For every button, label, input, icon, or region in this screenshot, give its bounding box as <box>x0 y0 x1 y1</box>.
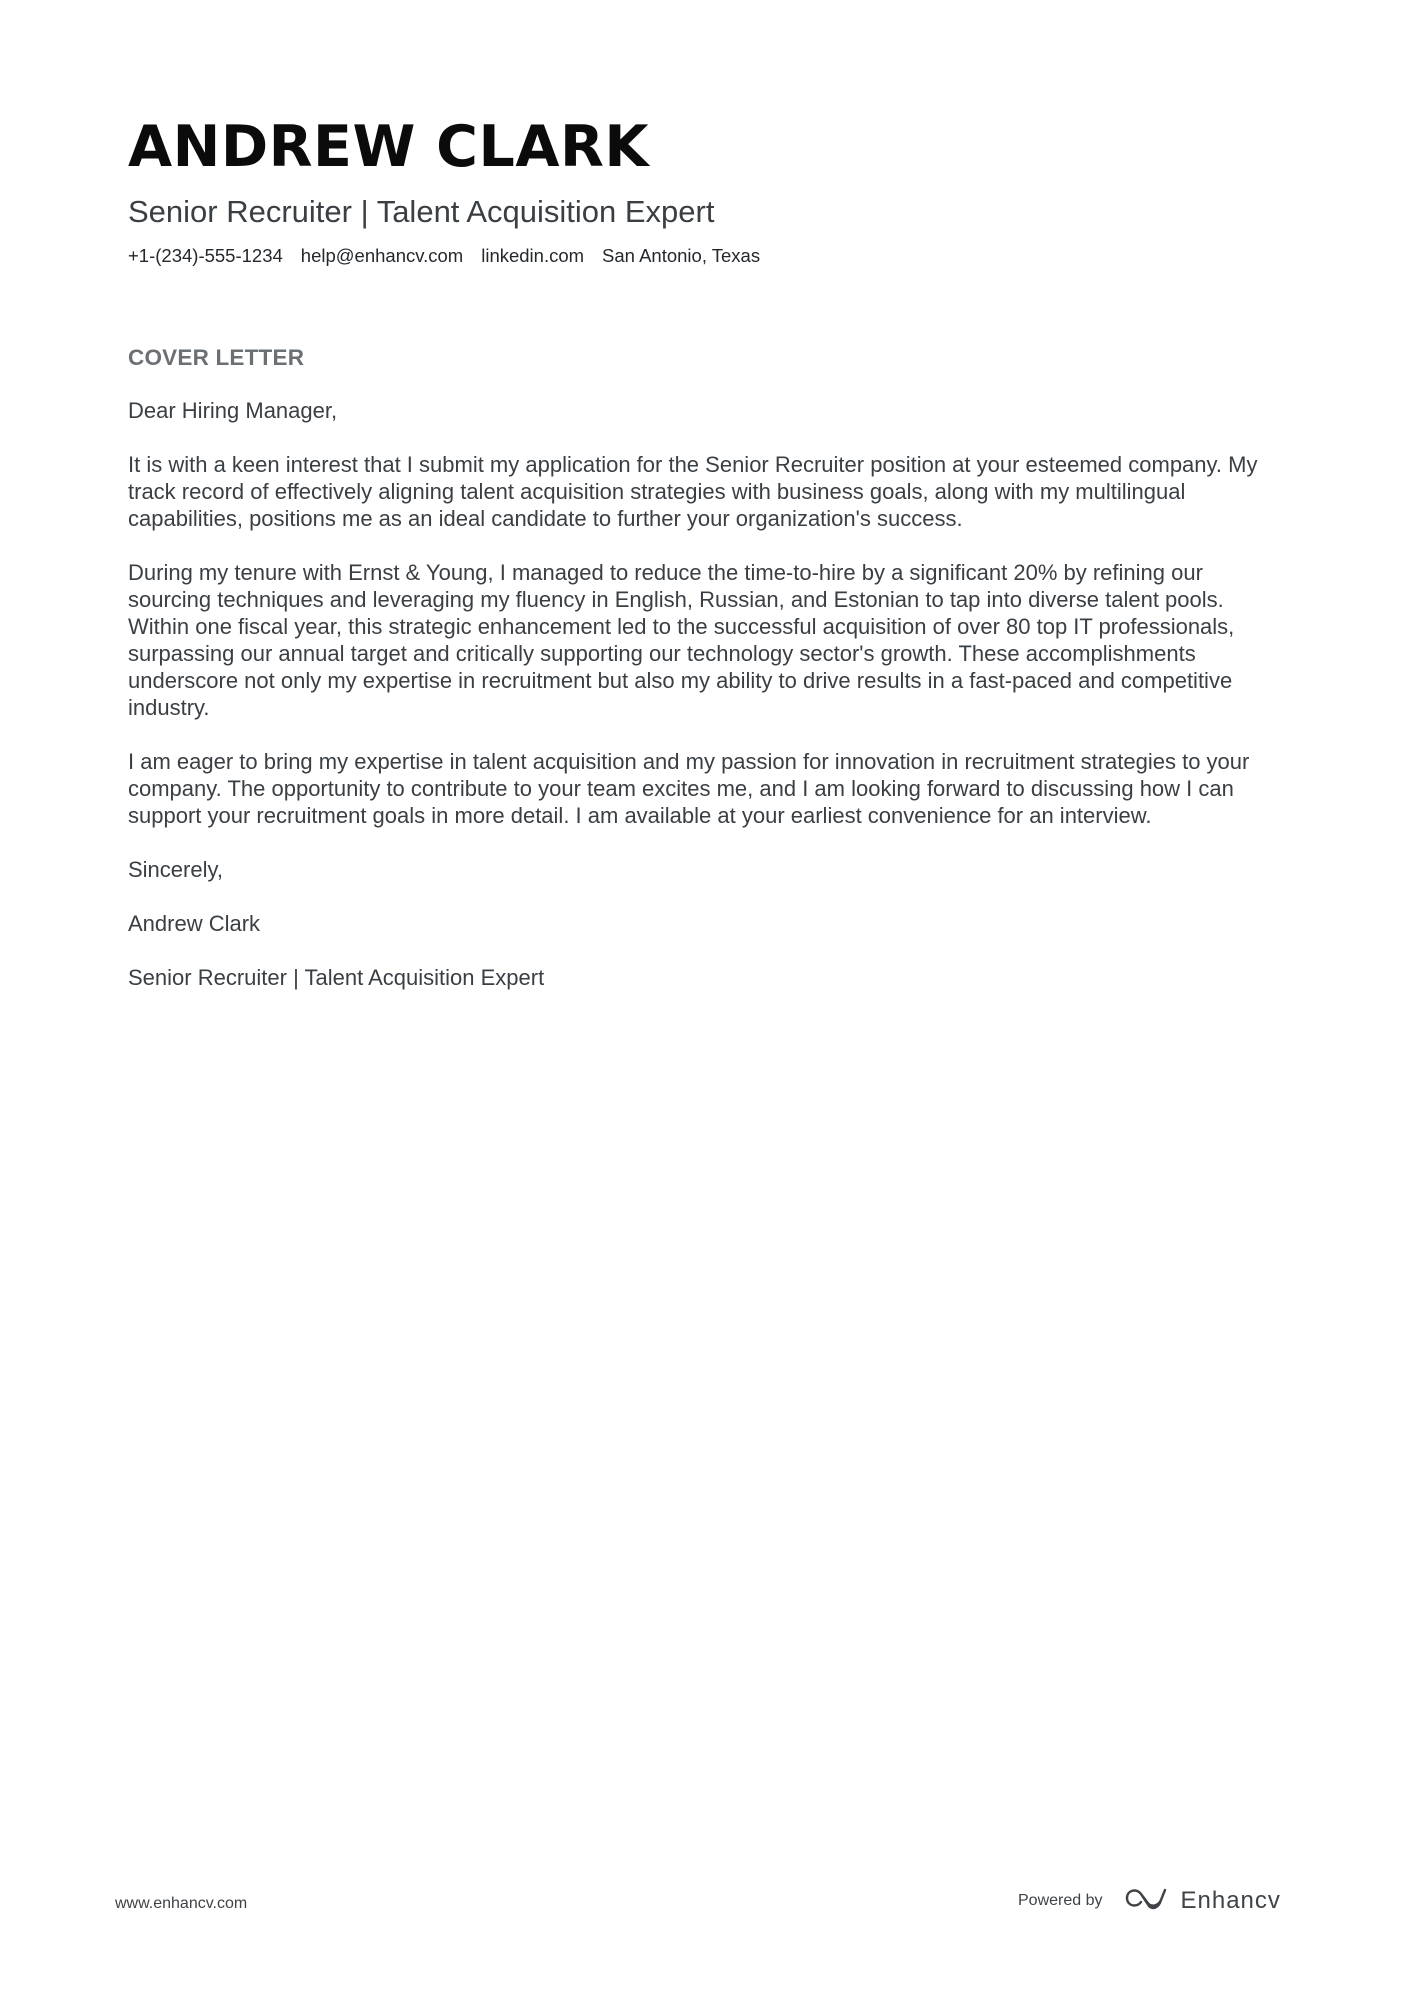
footer-website[interactable]: www.enhancv.com <box>115 1895 248 1912</box>
section-title: COVER LETTER <box>128 345 305 370</box>
footer-branding <box>1018 1886 1281 1915</box>
candidate-name: ANDREW CLARK <box>128 114 650 180</box>
contact-info <box>128 244 1288 268</box>
signature-name: Andrew Clark <box>128 911 261 936</box>
contact-linkedin[interactable]: linkedin.com <box>481 245 585 266</box>
enhancv-logo-icon <box>1125 1886 1171 1915</box>
contact-email[interactable]: help@enhancv.com <box>300 245 464 266</box>
brand-name: Enhancv <box>1180 1886 1281 1914</box>
paragraph-2: During my tenure with Ernst & Young, I managed to reduce the time-to-hire by a significant 20% by refining our sourcing techniques and leveraging my fluency in English, Russian, and Estonian to tap into diverse talent pools. Within one fiscal year, this strategic enhancement led to the successful acquisition of over 80 top IT professionals, surpassing our annual target and critically supporting our technology sector's growth. These accomplishments underscore not only my expertise in recruitment but also my ability to drive results in a fast-paced and competitive industry. <box>128 560 1235 720</box>
paragraph-3: I am eager to bring my expertise in talent acquisition and my passion for innovation in recruitment strategies to your company. The opportunity to contribute to your team excites me, and I am looking forward to discussing how I can support your recruitment goals in more detail. I am available at your earliest convenience for an interview. <box>128 749 1250 828</box>
closing: Sincerely, <box>128 857 223 882</box>
greeting: Dear Hiring Manager, <box>128 398 338 423</box>
contact-location: San Antonio, Texas <box>602 245 761 266</box>
candidate-title: Senior Recruiter | Talent Acquisition Expert <box>128 194 715 229</box>
powered-by-label: Powered by <box>1018 1891 1103 1909</box>
letter-body <box>128 344 1288 1018</box>
contact-phone: +1-(234)-555-1234 <box>128 245 283 266</box>
header <box>128 112 1288 268</box>
brand[interactable] <box>1125 1886 1281 1915</box>
paragraph-1: It is with a keen interest that I submit my application for the Senior Recruiter position at your esteemed company. My track record of effectively aligning talent acquisition strategies with business goals, along with my multilingual capabilities, positions me as an ideal candidate to further your organization's success. <box>128 452 1258 531</box>
signature-title: Senior Recruiter | Talent Acquisition Expert <box>128 965 545 990</box>
